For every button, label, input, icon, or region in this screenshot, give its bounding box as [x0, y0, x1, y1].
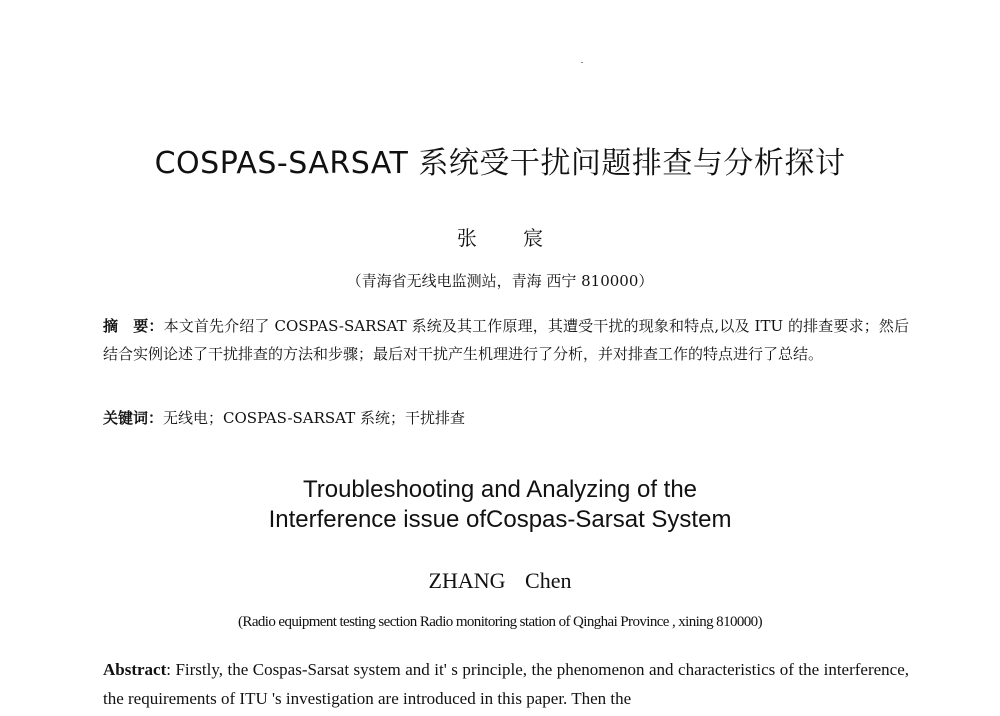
chinese-author: 张 宸: [456, 226, 564, 250]
chinese-keywords-label: 关键词：: [103, 409, 164, 427]
chinese-abstract-label: 摘 要：: [103, 317, 164, 335]
chinese-abstract-text: 本文首先介绍了 COSPAS-SARSAT 系统及其工作原理，其遭受干扰的现象和特点,以及 ITU 的排查要求；然后结合实例论述了干扰排查的方法和步骤；最后对干扰产生机理进行了分析，并对排查工作的特点进行了总结。: [103, 317, 909, 363]
english-abstract-label: Abstract: [103, 660, 167, 679]
english-abstract: [103, 655, 909, 713]
scan-speck: [581, 62, 583, 63]
english-title-line-1: Troubleshooting and Analyzing of the: [302, 476, 698, 503]
english-author: ZHANG Chen: [428, 568, 572, 593]
english-title: [0, 475, 1000, 535]
chinese-abstract: [103, 313, 909, 368]
chinese-affiliation: （青海省无线电监测站，青海 西宁 810000）: [346, 272, 654, 290]
english-affiliation: (Radio equipment testing section Radio monitoring station of Qinghai Province , xining 810000): [238, 614, 762, 630]
chinese-keywords-text: 无线电；COSPAS-SARSAT 系统；干扰排查: [163, 409, 465, 427]
chinese-keywords: [103, 406, 909, 430]
english-title-line-2: Interference issue ofCospas-Sarsat System: [268, 506, 732, 533]
chinese-title: COSPAS-SARSAT 系统受干扰问题排查与分析探讨: [154, 146, 846, 181]
english-abstract-text: : Firstly, the Cospas-Sarsat system and it' s principle, the phenomenon and characteristics of the interference, the requirements of ITU 's investigation are introduced in this paper. Then the: [103, 660, 909, 708]
